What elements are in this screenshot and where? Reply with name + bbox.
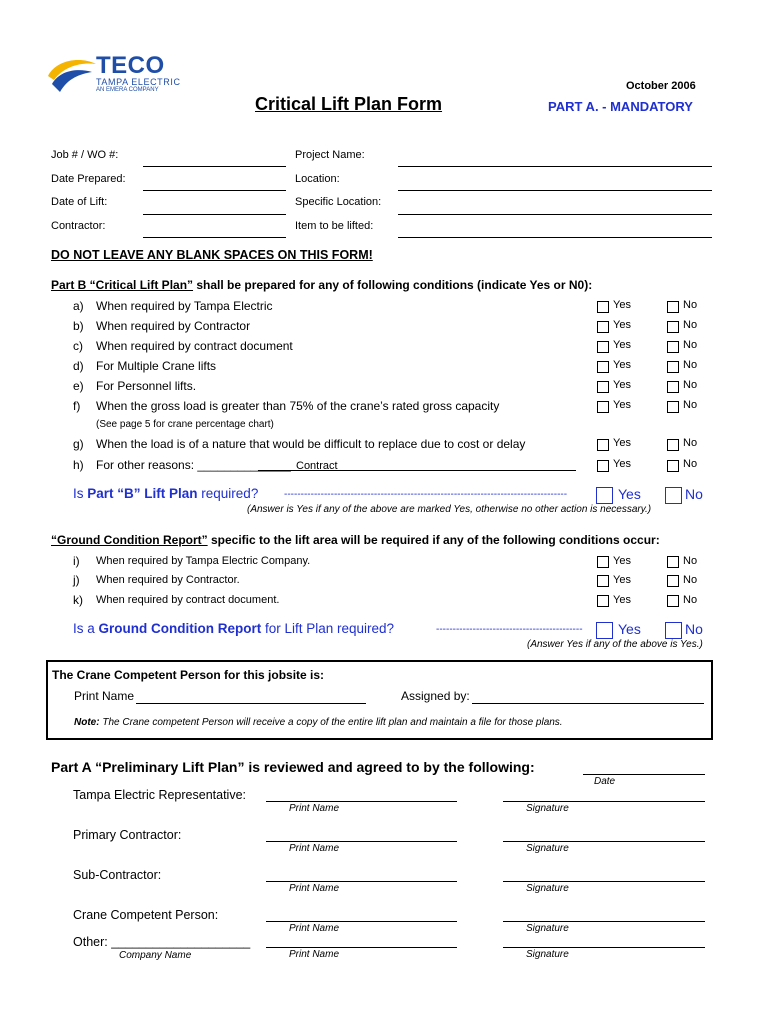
signature-field[interactable]: [503, 881, 705, 882]
condition-letter: e): [73, 379, 84, 393]
review-date-label: Date: [594, 776, 616, 787]
condition-text: When required by Contractor: [96, 319, 251, 333]
logo-swoosh-icon: [46, 54, 98, 94]
ground-yes-checkbox[interactable]: [597, 556, 609, 568]
condition-no-label: No: [683, 458, 698, 470]
condition-letter: a): [73, 299, 84, 313]
other-reason-field[interactable]: [258, 470, 576, 471]
condition-yes-checkbox[interactable]: [597, 341, 609, 353]
ground-yes-label: Yes: [613, 594, 631, 606]
assigned-by-label: Assigned by:: [401, 689, 470, 703]
ground-no-label: No: [683, 555, 698, 567]
partb-note-f: (See page 5 for crane percentage chart): [96, 419, 274, 430]
signoff-role-label: Primary Contractor:: [73, 828, 182, 842]
signature-field[interactable]: [503, 921, 705, 922]
signoff-role-label: Tampa Electric Representative:: [73, 788, 246, 802]
partb-question-post: required?: [197, 486, 259, 501]
signature-field[interactable]: [503, 801, 705, 802]
condition-yes-checkbox[interactable]: [597, 439, 609, 451]
ground-no-checkbox[interactable]: [667, 575, 679, 587]
ground-condition-text: When required by Contractor.: [96, 574, 240, 586]
ground-yes-checkbox[interactable]: [597, 595, 609, 607]
ground-intro: [51, 533, 660, 547]
other-reason-value[interactable]: Contract: [296, 460, 338, 472]
condition-yes-label: Yes: [613, 379, 631, 391]
partb-intro-lead: Part B “Critical Lift Plan”: [51, 278, 194, 292]
competent-note-label: Note:: [74, 717, 100, 728]
ground-condition-text: When required by contract document.: [96, 594, 280, 606]
condition-yes-label: Yes: [613, 458, 631, 470]
condition-no-label: No: [683, 359, 698, 371]
date-of-lift-field[interactable]: [143, 214, 286, 215]
ground-no-label: No: [685, 621, 703, 637]
form-date: October 2006: [626, 80, 696, 92]
ground-question: [73, 621, 394, 636]
signoff-role-label: Other: ____________________: [73, 935, 251, 949]
assigned-by-field[interactable]: [472, 703, 704, 704]
signature-field[interactable]: [503, 947, 705, 948]
condition-yes-checkbox[interactable]: [597, 381, 609, 393]
print-name-label: Print Name: [289, 883, 340, 894]
ground-yes-checkbox[interactable]: [597, 575, 609, 587]
partb-question: [73, 486, 258, 501]
condition-yes-checkbox[interactable]: [597, 361, 609, 373]
item-lifted-field[interactable]: [398, 237, 712, 238]
partb-question-pre: Is: [73, 486, 88, 501]
ground-intro-rest: specific to the lift area will be required if any of the following conditions occur:: [207, 533, 660, 547]
condition-yes-label: Yes: [613, 319, 631, 331]
partb-intro-rest: shall be prepared for any of following conditions (indicate Yes or N0):: [193, 278, 593, 292]
ground-yes-label: Yes: [618, 621, 641, 637]
job-field[interactable]: [143, 166, 286, 167]
condition-text: For other reasons: ______________: [96, 458, 291, 472]
ground-answer-note: (Answer Yes if any of the above is Yes.): [527, 639, 703, 650]
condition-text: For Multiple Crane lifts: [96, 359, 217, 373]
condition-text: When required by contract document: [96, 339, 293, 353]
competent-title: The Crane Competent Person for this jobsite is:: [52, 668, 325, 682]
review-title: Part A “Preliminary Lift Plan” is reviewed and agreed to by the following:: [51, 759, 535, 775]
project-name-label: Project Name:: [295, 149, 365, 161]
ground-yes-label: Yes: [613, 574, 631, 586]
condition-yes-checkbox[interactable]: [597, 321, 609, 333]
ground-condition-text: When required by Tampa Electric Company.: [96, 555, 311, 567]
condition-yes-checkbox[interactable]: [597, 460, 609, 472]
condition-no-label: No: [683, 399, 698, 411]
condition-yes-label: Yes: [613, 437, 631, 449]
condition-no-label: No: [683, 299, 698, 311]
condition-no-checkbox[interactable]: [667, 361, 679, 373]
part-heading: PART A. - MANDATORY: [548, 99, 693, 114]
partb-dashes: -------------------------------------------------------------------------------------: [284, 489, 568, 500]
competent-print-name-field[interactable]: [136, 703, 366, 704]
other-company-name-label: Company Name: [119, 950, 192, 961]
signature-label: Signature: [526, 949, 569, 960]
condition-text: For Personnel lifts.: [96, 379, 197, 393]
ground-no-checkbox[interactable]: [665, 622, 682, 639]
condition-no-checkbox[interactable]: [667, 439, 679, 451]
print-name-field[interactable]: [266, 947, 457, 948]
ground-no-checkbox[interactable]: [667, 595, 679, 607]
item-lifted-label: Item to be lifted:: [295, 220, 374, 232]
signature-label: Signature: [526, 883, 569, 894]
competent-person-box: [46, 660, 713, 740]
blank-spaces-warning: DO NOT LEAVE ANY BLANK SPACES ON THIS FORM!: [51, 248, 373, 262]
ground-no-label: No: [683, 594, 698, 606]
condition-no-checkbox[interactable]: [667, 401, 679, 413]
condition-letter: g): [73, 437, 84, 451]
condition-letter: h): [73, 458, 84, 472]
condition-no-label: No: [683, 379, 698, 391]
ground-condition-letter: k): [73, 593, 83, 607]
competent-note: [74, 717, 563, 728]
ground-yes-checkbox[interactable]: [596, 622, 613, 639]
specific-location-label: Specific Location:: [295, 196, 382, 208]
condition-text: When the load is of a nature that would be difficult to replace due to cost or delay: [96, 437, 526, 451]
condition-no-checkbox[interactable]: [667, 381, 679, 393]
signature-label: Signature: [526, 843, 569, 854]
ground-question-bold: Ground Condition Report: [98, 621, 262, 636]
condition-text: When required by Tampa Electric: [96, 299, 273, 313]
partb-yes-label: Yes: [618, 486, 641, 502]
logo-brand: TECO: [96, 52, 165, 79]
condition-yes-checkbox[interactable]: [597, 401, 609, 413]
partb-no-label: No: [685, 486, 703, 502]
logo-line2: AN EMERA COMPANY: [96, 87, 159, 93]
print-name-field[interactable]: [266, 881, 457, 882]
project-name-field[interactable]: [398, 166, 712, 167]
condition-letter: f): [73, 399, 81, 413]
ground-intro-lead: “Ground Condition Report”: [51, 533, 208, 547]
condition-no-label: No: [683, 339, 698, 351]
print-name-label: Print Name: [289, 949, 340, 960]
condition-yes-label: Yes: [613, 359, 631, 371]
competent-print-name-label: Print Name: [74, 689, 135, 703]
condition-no-checkbox[interactable]: [667, 301, 679, 313]
signoff-role-label: Crane Competent Person:: [73, 908, 219, 922]
specific-location-field[interactable]: [398, 214, 712, 215]
condition-letter: d): [73, 359, 84, 373]
print-name-field[interactable]: [266, 801, 457, 802]
print-name-label: Print Name: [289, 843, 340, 854]
location-field[interactable]: [398, 190, 712, 191]
ground-question-post: for Lift Plan required?: [261, 621, 395, 636]
contractor-label: Contractor:: [51, 220, 106, 232]
partb-answer-note: (Answer is Yes if any of the above are marked Yes, otherwise no other action is necessary.): [247, 504, 652, 515]
signature-label: Signature: [526, 803, 569, 814]
condition-letter: c): [73, 339, 83, 353]
ground-dashes: --------------------------------------------: [436, 624, 583, 635]
ground-yes-label: Yes: [613, 555, 631, 567]
signoff-role-label: Sub-Contractor:: [73, 868, 162, 882]
condition-yes-label: Yes: [613, 339, 631, 351]
teco-logo: [46, 52, 206, 98]
partb-intro: [51, 278, 592, 292]
signature-field[interactable]: [503, 841, 705, 842]
condition-no-label: No: [683, 319, 698, 331]
job-label: Job # / WO #:: [51, 149, 119, 161]
review-date-field[interactable]: [583, 774, 705, 775]
ground-no-label: No: [683, 574, 698, 586]
condition-yes-label: Yes: [613, 299, 631, 311]
page-title: Critical Lift Plan Form: [255, 94, 443, 114]
condition-no-checkbox[interactable]: [667, 460, 679, 472]
condition-no-label: No: [683, 437, 698, 449]
date-prepared-label: Date Prepared:: [51, 173, 126, 185]
ground-condition-letter: i): [73, 554, 80, 568]
location-label: Location:: [295, 173, 340, 185]
partb-yes-checkbox[interactable]: [596, 487, 613, 504]
ground-condition-letter: j): [73, 573, 80, 587]
ground-no-checkbox[interactable]: [667, 556, 679, 568]
print-name-field[interactable]: [266, 841, 457, 842]
contractor-field[interactable]: [143, 237, 286, 238]
competent-note-text: The Crane competent Person will receive a copy of the entire lift plan and maintain a file for those plans.: [99, 717, 563, 728]
condition-no-checkbox[interactable]: [667, 321, 679, 333]
condition-letter: b): [73, 319, 84, 333]
date-prepared-field[interactable]: [143, 190, 286, 191]
condition-yes-label: Yes: [613, 399, 631, 411]
print-name-label: Print Name: [289, 923, 340, 934]
print-name-field[interactable]: [266, 921, 457, 922]
condition-yes-checkbox[interactable]: [597, 301, 609, 313]
partb-question-bold: Part “B” Lift Plan: [87, 486, 198, 501]
partb-no-checkbox[interactable]: [665, 487, 682, 504]
date-of-lift-label: Date of Lift:: [51, 196, 108, 208]
ground-question-pre: Is a: [73, 621, 99, 636]
condition-no-checkbox[interactable]: [667, 341, 679, 353]
signature-label: Signature: [526, 923, 569, 934]
print-name-label: Print Name: [289, 803, 340, 814]
condition-text: When the gross load is greater than 75% of the crane’s rated gross capacity: [96, 399, 500, 413]
logo-line1: TAMPA ELECTRIC: [96, 77, 181, 87]
